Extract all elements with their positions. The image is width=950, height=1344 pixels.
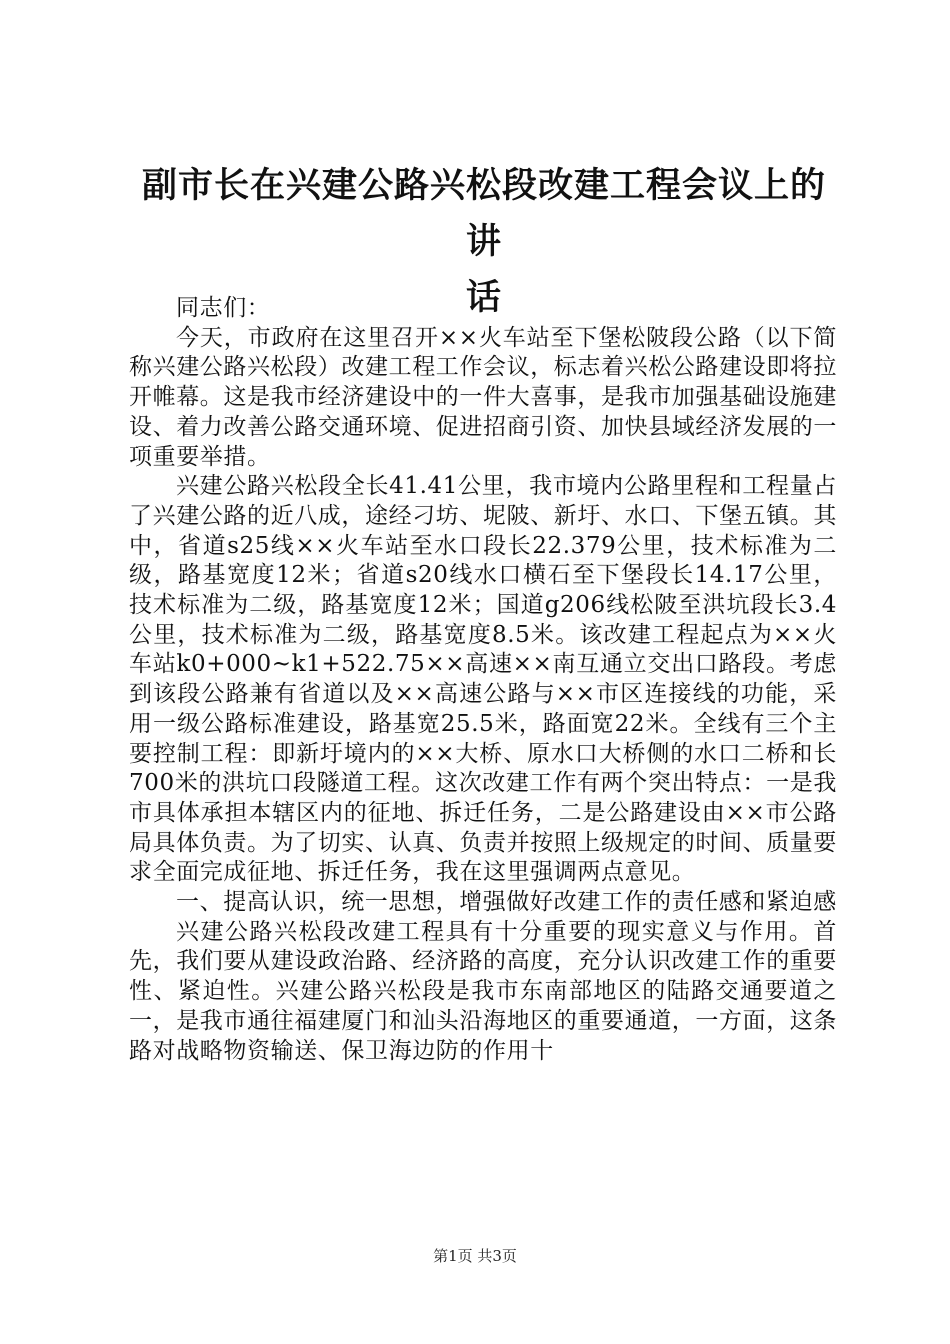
paragraph-1: 今天，市政府在这里召开××火车站至下堡松陂段公路（以下简称兴建公路兴松段）改建工程工作会议，标志着兴松公路建设即将拉开帷幕。这是我市经济建设中的一件大喜事，是我市加强基础设施建设、着力改善公路交通环境、促进招商引资、加快县域经济发展的一项重要举措。: [129, 324, 837, 470]
paragraph-3: 兴建公路兴松段改建工程具有十分重要的现实意义与作用。首先，我们要从建设政治路、经济路的高度，充分认识改建工作的重要性、紧迫性。兴建公路兴松段是我市东南部地区的陆路交通要道之一，是我市通往福建厦门和汕头沿海地区的重要通道，一方面，这条路对战略物资输送、保卫海边防的作用十: [129, 918, 837, 1064]
section-heading-1: 一、提高认识，统一思想，增强做好改建工作的责任感和紧迫感: [176, 889, 837, 916]
paragraph-2: 兴建公路兴松段全长41.41公里，我市境内公路里程和工程量占了兴建公路的近八成，途经刁坊、坭陂、新圩、水口、下堡五镇。其中，省道s25线××火车站至水口段长22.379公里，技术标准为二级，路基宽度12米；省道s20线水口横石至下堡段长14.17公里，技术标准为二级，路基宽度12米；国道g206线松陂至洪坑段长3.4公里，技术标准为二级，路基宽度8.5米。该改建工程起点为××火车站k0+000~k1+522.75××高速××南互通立交出口路段。考虑到该段公路兼有省道以及××高速公路与××市区连接线的功能，采用一级公路标准建设，路基宽25.5米，路面宽22米。全线有三个主要控制工程：即新圩境内的××大桥、原水口大桥侧的水口二桥和长700米的洪坑口段隧道工程。这次改建工作有两个突出特点：一是我市具体承担本辖区内的征地、拆迁任务，二是公路建设由××市公路局具体负责。为了切实、认真、负责并按照上级规定的时间、质量要求全面完成征地、拆迁任务，我在这里强调两点意见。: [129, 473, 837, 886]
document-body: [129, 294, 837, 1066]
title-line-1: 副市长在兴建公路兴松段改建工程会议上的讲: [141, 166, 826, 262]
salutation: 同志们：: [176, 295, 271, 321]
page-footer: 第1页 共3页: [433, 1247, 517, 1265]
title-line-2: 话: [465, 278, 502, 318]
